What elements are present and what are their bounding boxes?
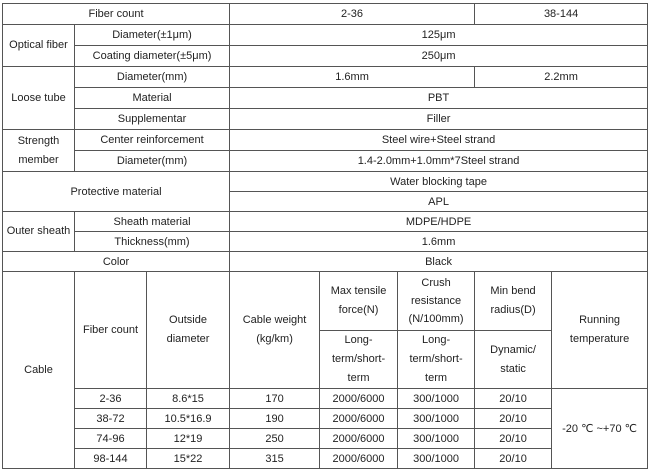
cell-tensile: 2000/6000 [320,429,398,449]
optical-fiber-group: Optical fiber [3,25,75,67]
strength-member-center-row [3,130,648,151]
cell-fiber-count: 98-144 [75,449,147,469]
cell-fiber-count: 74-96 [75,429,147,449]
subheader-crush: Long-term/short-term [398,331,475,389]
center-reinforcement-value: Steel wire+Steel strand [230,130,648,151]
coating-diameter-value: 250μm [230,46,648,67]
outer-sheath-group: Outer sheath [3,212,75,252]
header-crush-resistance: Crush resistance (N/100mm) [398,272,475,331]
header-min-bend: Min bend radius(D) [475,272,552,331]
table-row [3,449,648,469]
optical-fiber-diameter-value: 125μm [230,25,648,46]
cell-outside-diameter: 12*19 [147,429,230,449]
sheath-material-value: MDPE/HDPE [230,212,648,232]
fiber-count-range-a: 2-36 [230,4,475,25]
loose-tube-diameter-a: 1.6mm [230,67,475,88]
fiber-count-range-b: 38-144 [475,4,648,25]
header-fiber-count: Fiber count [75,272,147,389]
cell-bend: 20/10 [475,449,552,469]
loose-tube-diameter-row [3,67,648,88]
protective-material-label: Protective material [3,172,230,212]
loose-tube-material-row [3,88,648,109]
header-running-temperature: Running temperature [552,272,648,389]
subheader-tensile: Long-term/short-term [320,331,398,389]
cell-fiber-count: 2-36 [75,389,147,409]
strength-member-diameter-value: 1.4-2.0mm+1.0mm*7Steel strand [230,151,648,172]
cable-header-row [3,272,648,331]
cable-group: Cable [3,272,75,469]
loose-tube-diameter-b: 2.2mm [475,67,648,88]
loose-tube-material-value: PBT [230,88,648,109]
cable-spec-table [2,3,648,469]
header-cable-weight: Cable weight (kg/km) [230,272,320,389]
fiber-count-label: Fiber count [3,4,230,25]
supplementar-value: Filler [230,109,648,130]
cell-outside-diameter: 8.6*15 [147,389,230,409]
cell-bend: 20/10 [475,409,552,429]
cell-cable-weight: 190 [230,409,320,429]
cell-crush: 300/1000 [398,449,475,469]
coating-diameter-label: Coating diameter(±5μm) [75,46,230,67]
cell-tensile: 2000/6000 [320,449,398,469]
sheath-material-label: Sheath material [75,212,230,232]
cell-tensile: 2000/6000 [320,389,398,409]
color-label: Color [3,252,230,272]
loose-tube-group: Loose tube [3,67,75,130]
outer-sheath-material-row [3,212,648,232]
protective-material-row-1 [3,172,648,192]
cell-crush: 300/1000 [398,409,475,429]
loose-tube-material-label: Material [75,88,230,109]
header-max-tensile: Max tensile force(N) [320,272,398,331]
cell-cable-weight: 315 [230,449,320,469]
subheader-bend: Dynamic/ static [475,331,552,389]
cell-crush: 300/1000 [398,429,475,449]
cell-tensile: 2000/6000 [320,409,398,429]
cell-bend: 20/10 [475,389,552,409]
loose-tube-supplementar-row [3,109,648,130]
color-row [3,252,648,272]
strength-member-group: Strength member [3,130,75,172]
strength-member-diameter-label: Diameter(mm) [75,151,230,172]
protective-material-value-1: Water blocking tape [230,172,648,192]
running-temperature-value: -20 ℃ ~+70 ℃ [552,389,648,469]
thickness-label: Thickness(mm) [75,232,230,252]
cell-outside-diameter: 15*22 [147,449,230,469]
strength-member-diameter-row [3,151,648,172]
supplementar-label: Supplementar [75,109,230,130]
color-value: Black [230,252,648,272]
protective-material-value-2: APL [230,192,648,212]
header-outside-diameter: Outside diameter [147,272,230,389]
cell-fiber-count: 38-72 [75,409,147,429]
optical-fiber-coating-row [3,46,648,67]
cell-cable-weight: 250 [230,429,320,449]
thickness-value: 1.6mm [230,232,648,252]
table-row [3,409,648,429]
optical-fiber-diameter-row [3,25,648,46]
table-row [3,389,648,409]
loose-tube-diameter-label: Diameter(mm) [75,67,230,88]
cell-outside-diameter: 10.5*16.9 [147,409,230,429]
cell-bend: 20/10 [475,429,552,449]
outer-sheath-thickness-row [3,232,648,252]
cell-crush: 300/1000 [398,389,475,409]
optical-fiber-diameter-label: Diameter(±1μm) [75,25,230,46]
fiber-count-row [3,4,648,25]
table-row [3,429,648,449]
center-reinforcement-label: Center reinforcement [75,130,230,151]
cell-cable-weight: 170 [230,389,320,409]
